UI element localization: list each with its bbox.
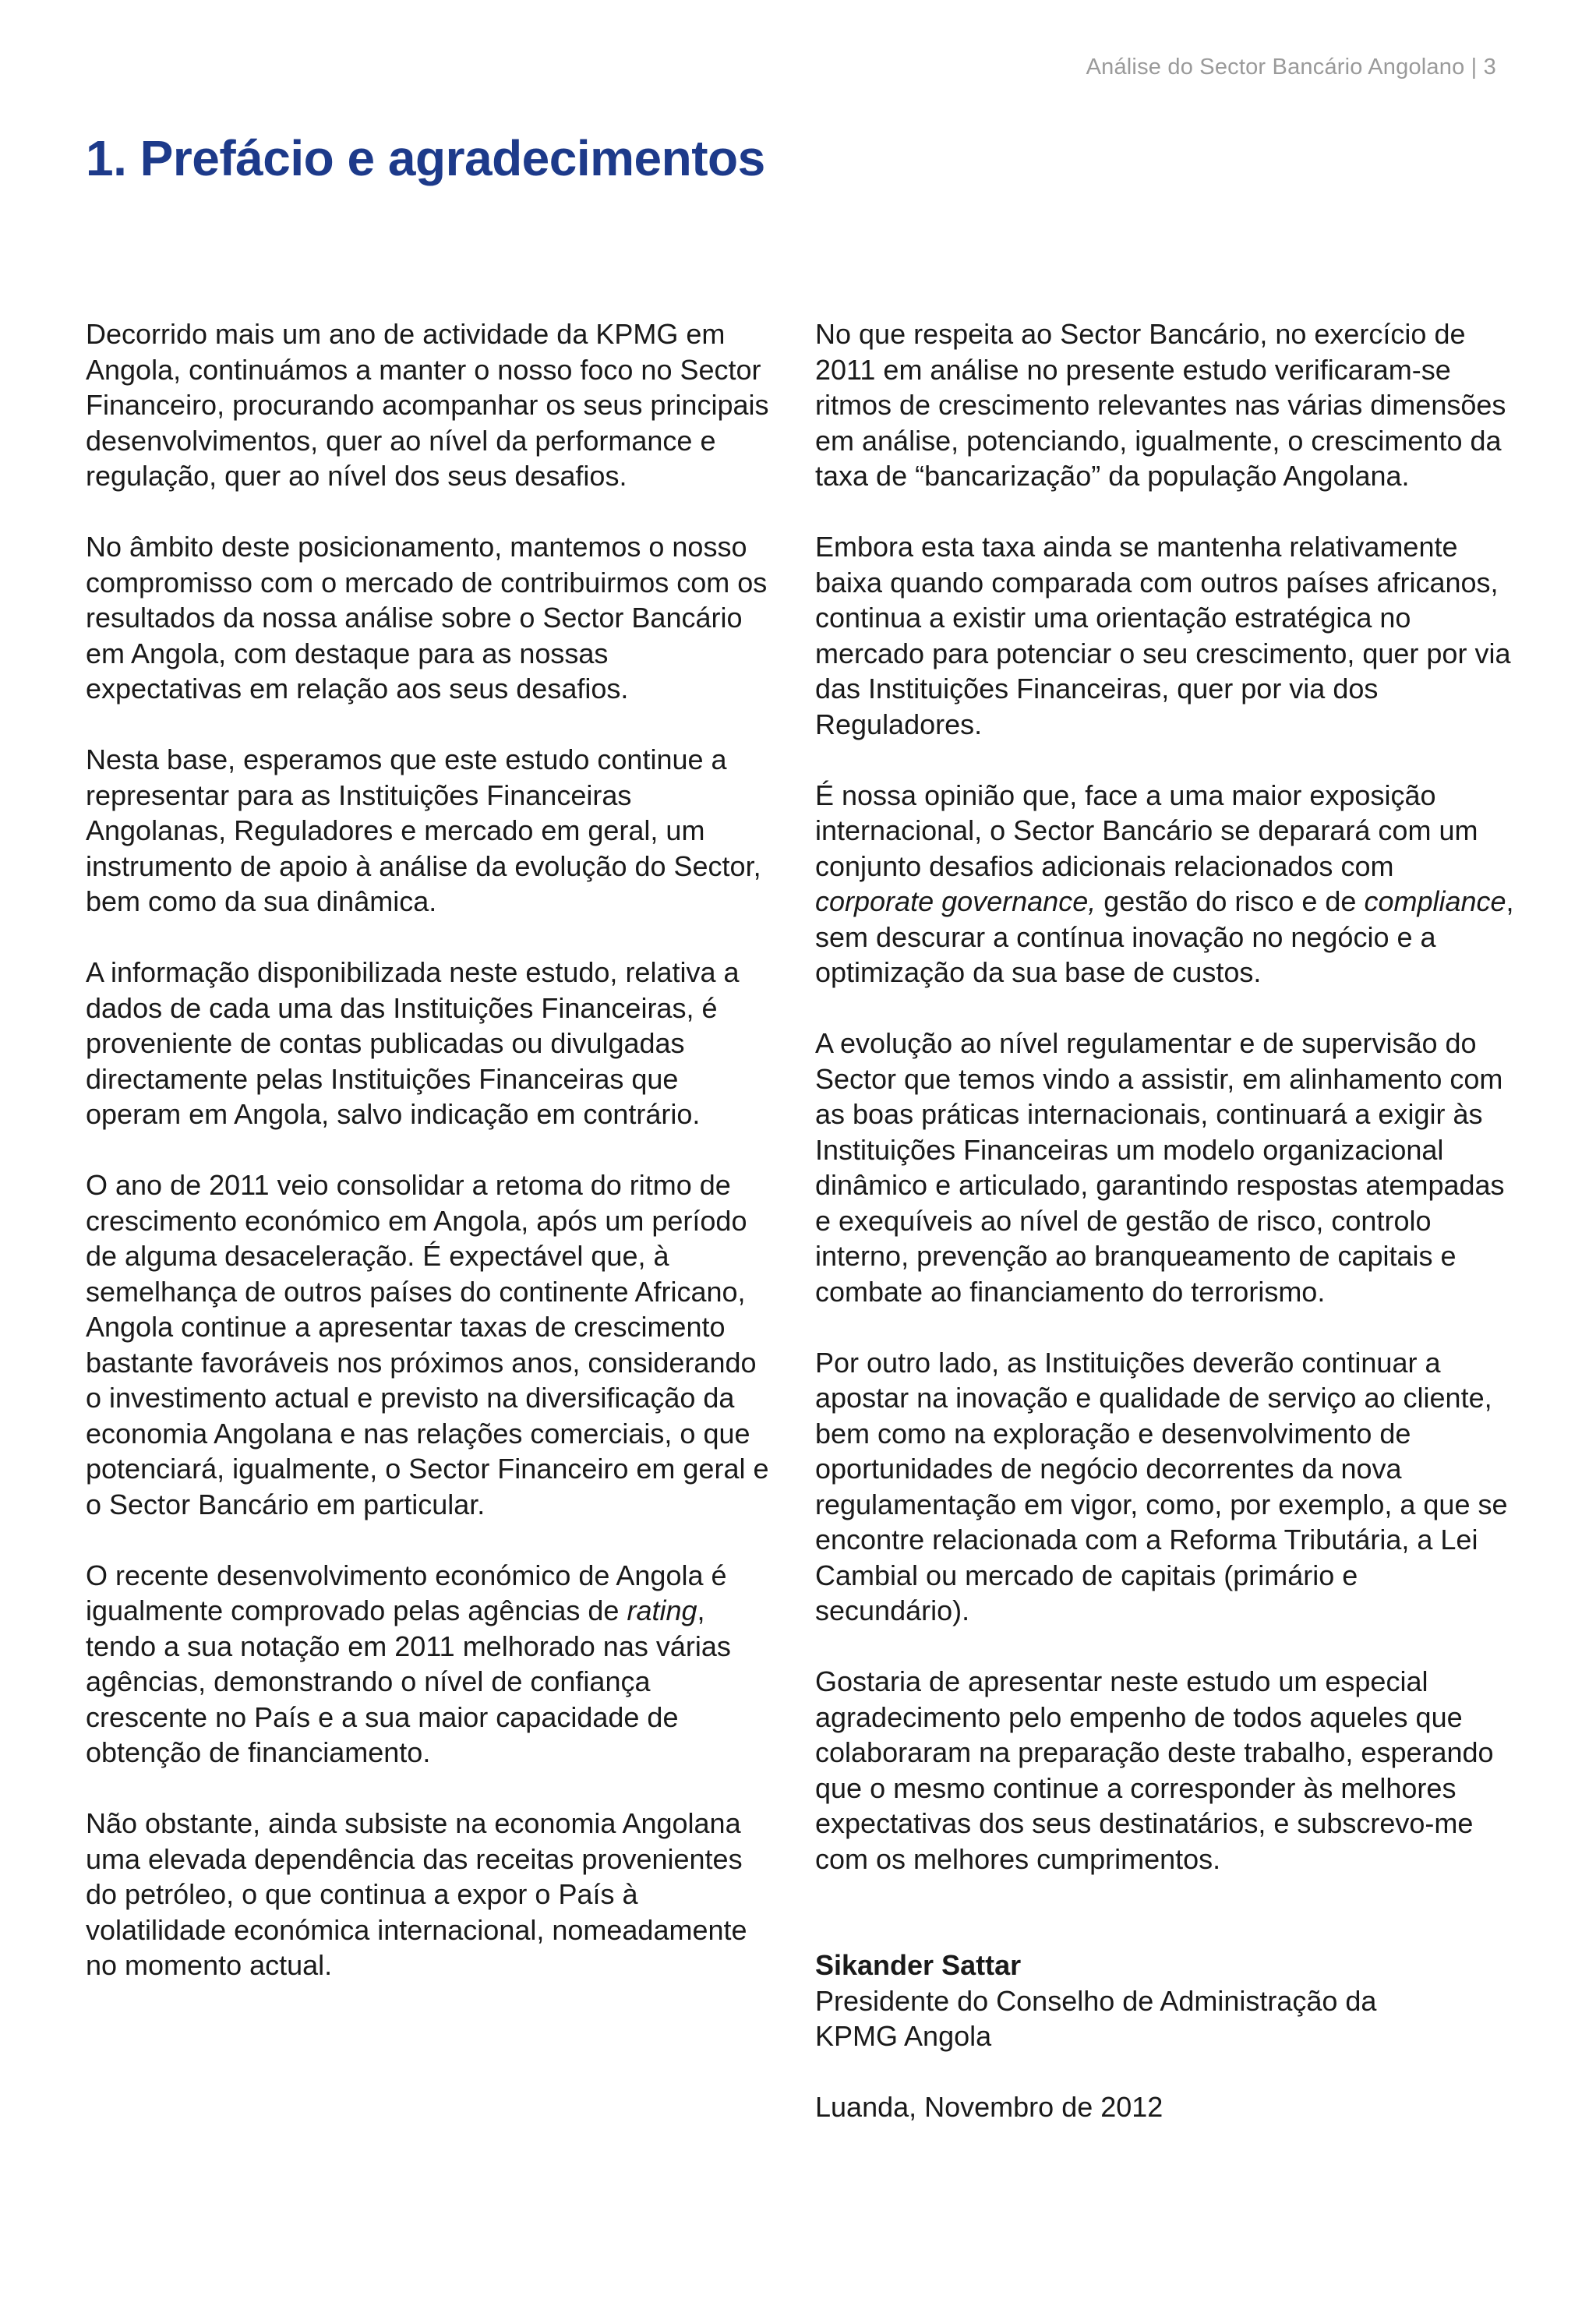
italic-term: compliance	[1364, 885, 1506, 917]
italic-term: corporate governance,	[815, 885, 1096, 917]
paragraph: A evolução ao nível regulamentar e de supervisão do Sector que temos vindo a assistir, em alinhamento com as boas práticas internacionais, continuará a exigir às Instituições Financeiras um modelo organizacional dinâmico e articulado, garantindo respostas atempadas e exequíveis ao nível de gestão de risco, controlo interno, prevenção ao branqueamento de capitais e combate ao financiamento do terrorismo.	[815, 1027, 1505, 1308]
paragraph: Decorrido mais um ano de actividade da KPMG em Angola, continuámos a manter o nosso foco no Sector Financeiro, procurando acompanhar os seus principais desenvolvimentos, quer ao nível da performance e regulação, quer ao nível dos seus desafios.	[86, 318, 769, 492]
paragraph: O ano de 2011 veio consolidar a retoma do ritmo de crescimento económico em Angola, após um período de alguma desaceleração. É expectável que, à semelhança de outros países do continente Africano, Angola continue a apresentar taxas de crescimento bastante favoráveis nos próximos anos, considerando o investimento actual e previsto na diversificação da economia Angolana e nas relações comerciais, o que potenciará, igualmente, o Sector Financeiro em geral e o Sector Bancário em particular.	[86, 1169, 769, 1520]
place-date: Luanda, Novembro de 2012	[815, 2091, 1163, 2123]
signer-role: Presidente do Conselho de Administração da	[815, 1984, 1377, 2017]
paragraph: Gostaria de apresentar neste estudo um especial agradecimento pelo empenho de todos aqueles que colaboraram na preparação deste trabalho, esperando que o mesmo continue a corresponder às melhores expectativas dos seus destinatários, e subscrevo-me com os melhores cumprimentos.	[815, 1665, 1494, 1875]
italic-term: rating	[627, 1594, 697, 1626]
paragraph: No âmbito deste posicionamento, mantemos o nosso compromisso com o mercado de contribuirmos com os resultados da nossa análise sobre o Sector Bancário em Angola, com destaque para as nossas expectativas em relação aos seus desafios.	[86, 531, 768, 705]
text-run: , sem descurar a contínua inovação no negócio e a optimização da sua base de custos.	[815, 885, 1514, 988]
running-header: Análise do Sector Bancário Angolano | 3	[1086, 55, 1496, 79]
right-column	[815, 316, 1517, 2125]
text-run: É nossa opinião que, face a uma maior exposição internacional, o Sector Bancário se deparará com um conjunto desafios adicionais relacionados com	[815, 779, 1478, 882]
text-run: gestão do risco e de	[1096, 885, 1365, 917]
paragraph: Nesta base, esperamos que este estudo continue a representar para as Instituições Financeiras Angolanas, Reguladores e mercado em geral, um instrumento de apoio à análise da evolução do Sector, bem como da sua dinâmica.	[86, 743, 761, 917]
signature-block	[815, 1948, 1517, 2125]
text-run: O recente desenvolvimento económico de Angola é igualmente comprovado pelas agências de	[86, 1559, 727, 1626]
paragraph	[815, 778, 1517, 991]
text-run: , tendo a sua notação em 2011 melhorado nas várias agências, demonstrando o nível de confiança crescente no País e a sua maior capacidade de obtenção de financiamento.	[86, 1594, 731, 1768]
signer-name: Sikander Sattar	[815, 1949, 1022, 1981]
paragraph: Não obstante, ainda subsiste na economia Angolana uma elevada dependência das receitas provenientes do petróleo, o que continua a expor o País à volatilidade económica internacional, nomeadamente no momento actual.	[86, 1807, 747, 1981]
paragraph: Embora esta taxa ainda se mantenha relativamente baixa quando comparada com outros países africanos, continua a existir uma orientação estratégica no mercado para potenciar o seu crescimento, quer por via das Instituições Financeiras, quer por via dos Reguladores.	[815, 531, 1511, 740]
paragraph: Por outro lado, as Instituições deverão continuar a apostar na inovação e qualidade de serviço ao cliente, bem como na exploração e desenvolvimento de oportunidades de negócio decorrentes da nova regulamentação em vigor, como, por exemplo, a que se encontre relacionada com a Reforma Tributária, a Lei Cambial ou mercado de capitais (primário e secundário).	[815, 1346, 1508, 1626]
paragraph: A informação disponibilizada neste estudo, relativa a dados de cada uma das Instituições Financeiras, é proveniente de contas publicadas ou divulgadas directamente pelas Instituições Financeiras que operam em Angola, salvo indicação em contrário.	[86, 956, 740, 1130]
page-title: 1. Prefácio e agradecimentos	[86, 130, 765, 186]
paragraph: No que respeita ao Sector Bancário, no exercício de 2011 em análise no presente estudo verificaram-se ritmos de crescimento relevantes nas várias dimensões em análise, potenciando, igualmente, o crescimento da taxa de “bancarização” da população Angolana.	[815, 318, 1506, 492]
paragraph	[86, 1558, 772, 1771]
left-column	[86, 316, 772, 2018]
signer-organization: KPMG Angola	[815, 2020, 992, 2052]
